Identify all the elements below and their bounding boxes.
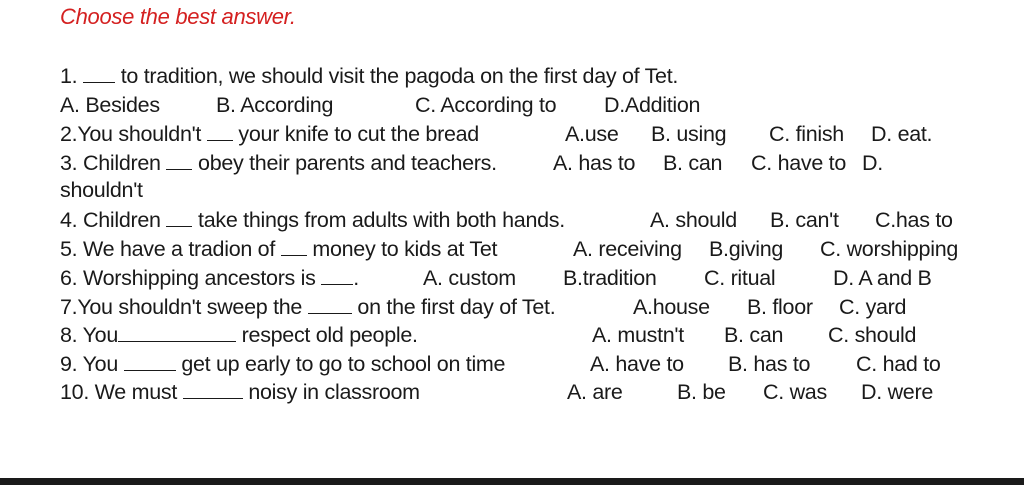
answer-blank[interactable] bbox=[308, 309, 352, 314]
options-row-6 bbox=[423, 268, 953, 292]
options-row-1 bbox=[60, 95, 760, 119]
option[interactable]: B. floor bbox=[747, 295, 813, 319]
option[interactable]: A. should bbox=[650, 208, 737, 232]
option[interactable]: B. be bbox=[677, 380, 726, 404]
question-8 bbox=[60, 325, 418, 347]
question-text: 4. Children bbox=[60, 208, 167, 232]
question-9 bbox=[60, 354, 505, 376]
question-text: to tradition, we should visit the pagoda on the first day of Tet. bbox=[115, 64, 679, 88]
option[interactable]: C. was bbox=[763, 380, 827, 404]
option[interactable]: B. can bbox=[724, 323, 784, 347]
options-row-2 bbox=[565, 124, 985, 148]
question-2 bbox=[60, 124, 479, 146]
option[interactable]: A. mustn't bbox=[592, 323, 684, 347]
question-1 bbox=[60, 66, 678, 88]
option[interactable]: A.house bbox=[633, 295, 710, 319]
option[interactable]: D. A and B bbox=[833, 266, 932, 290]
question-text: 8. You bbox=[60, 323, 118, 347]
question-text: 5. We have a tradion of bbox=[60, 237, 281, 261]
option[interactable]: C.has to bbox=[875, 208, 953, 232]
question-text: money to kids at Tet bbox=[306, 237, 498, 261]
answer-blank[interactable] bbox=[183, 394, 243, 399]
question-text: 3. Children bbox=[60, 151, 167, 175]
question-text: 10. We must bbox=[60, 380, 183, 404]
option[interactable]: A. has to bbox=[553, 151, 636, 175]
question-3-continuation: shouldn't bbox=[60, 178, 143, 202]
question-5 bbox=[60, 239, 497, 261]
option[interactable]: C. worshipping bbox=[820, 237, 959, 261]
options-row-10 bbox=[567, 382, 947, 406]
option[interactable]: C. have to bbox=[751, 151, 846, 175]
question-text: take things from adults with both hands. bbox=[192, 208, 565, 232]
option[interactable]: D.Addition bbox=[604, 93, 701, 117]
option[interactable]: B. can't bbox=[770, 208, 839, 232]
option[interactable]: C. had to bbox=[856, 352, 941, 376]
question-text: 1. bbox=[60, 64, 84, 88]
option[interactable]: C. finish bbox=[769, 122, 844, 146]
question-6 bbox=[60, 268, 359, 290]
options-row-7 bbox=[633, 297, 933, 321]
question-text: respect old people. bbox=[236, 323, 418, 347]
options-row-9 bbox=[590, 354, 950, 378]
answer-blank[interactable] bbox=[166, 165, 192, 170]
option[interactable]: B.giving bbox=[709, 237, 784, 261]
option[interactable]: A. are bbox=[567, 380, 623, 404]
option[interactable]: B.tradition bbox=[563, 266, 657, 290]
answer-blank[interactable] bbox=[281, 251, 307, 256]
question-text: obey their parents and teachers. bbox=[192, 151, 497, 175]
question-text: . bbox=[353, 266, 359, 290]
question-text: your knife to cut the bread bbox=[232, 122, 479, 146]
options-row-5 bbox=[573, 239, 983, 263]
question-text: 9. You bbox=[60, 352, 124, 376]
options-row-8 bbox=[592, 325, 932, 349]
answer-blank[interactable] bbox=[321, 280, 353, 285]
question-text: 7.You shouldn't sweep the bbox=[60, 295, 308, 319]
options-row-4 bbox=[650, 210, 970, 234]
question-3 bbox=[60, 153, 497, 175]
question-text: noisy in classroom bbox=[242, 380, 420, 404]
option[interactable]: C. ritual bbox=[704, 266, 776, 290]
option[interactable]: A.use bbox=[565, 122, 619, 146]
answer-blank[interactable] bbox=[166, 222, 192, 227]
question-4 bbox=[60, 210, 565, 232]
answer-blank[interactable] bbox=[118, 337, 236, 342]
answer-blank[interactable] bbox=[207, 136, 233, 141]
option[interactable]: C. yard bbox=[839, 295, 907, 319]
option[interactable]: A. Besides bbox=[60, 93, 160, 117]
question-text: on the first day of Tet. bbox=[351, 295, 556, 319]
option[interactable]: B. can bbox=[663, 151, 723, 175]
question-10 bbox=[60, 382, 420, 404]
question-text: 2.You shouldn't bbox=[60, 122, 207, 146]
option[interactable]: A. receiving bbox=[573, 237, 682, 261]
question-text: 6. Worshipping ancestors is bbox=[60, 266, 322, 290]
option[interactable]: C. should bbox=[828, 323, 917, 347]
option[interactable]: A. have to bbox=[590, 352, 684, 376]
answer-blank[interactable] bbox=[83, 78, 115, 83]
answer-blank[interactable] bbox=[124, 366, 176, 371]
question-7 bbox=[60, 297, 555, 319]
option[interactable]: D. eat. bbox=[871, 122, 933, 146]
bottom-divider bbox=[0, 478, 1024, 485]
option[interactable]: D. bbox=[862, 151, 883, 175]
option[interactable]: A. custom bbox=[423, 266, 516, 290]
option[interactable]: B. According bbox=[216, 93, 334, 117]
page-title: Choose the best answer. bbox=[60, 4, 296, 29]
option[interactable]: B. using bbox=[651, 122, 727, 146]
option[interactable]: C. According to bbox=[415, 93, 557, 117]
question-text: get up early to go to school on time bbox=[175, 352, 506, 376]
options-row-3 bbox=[553, 153, 953, 177]
option[interactable]: D. were bbox=[861, 380, 933, 404]
option[interactable]: B. has to bbox=[728, 352, 811, 376]
